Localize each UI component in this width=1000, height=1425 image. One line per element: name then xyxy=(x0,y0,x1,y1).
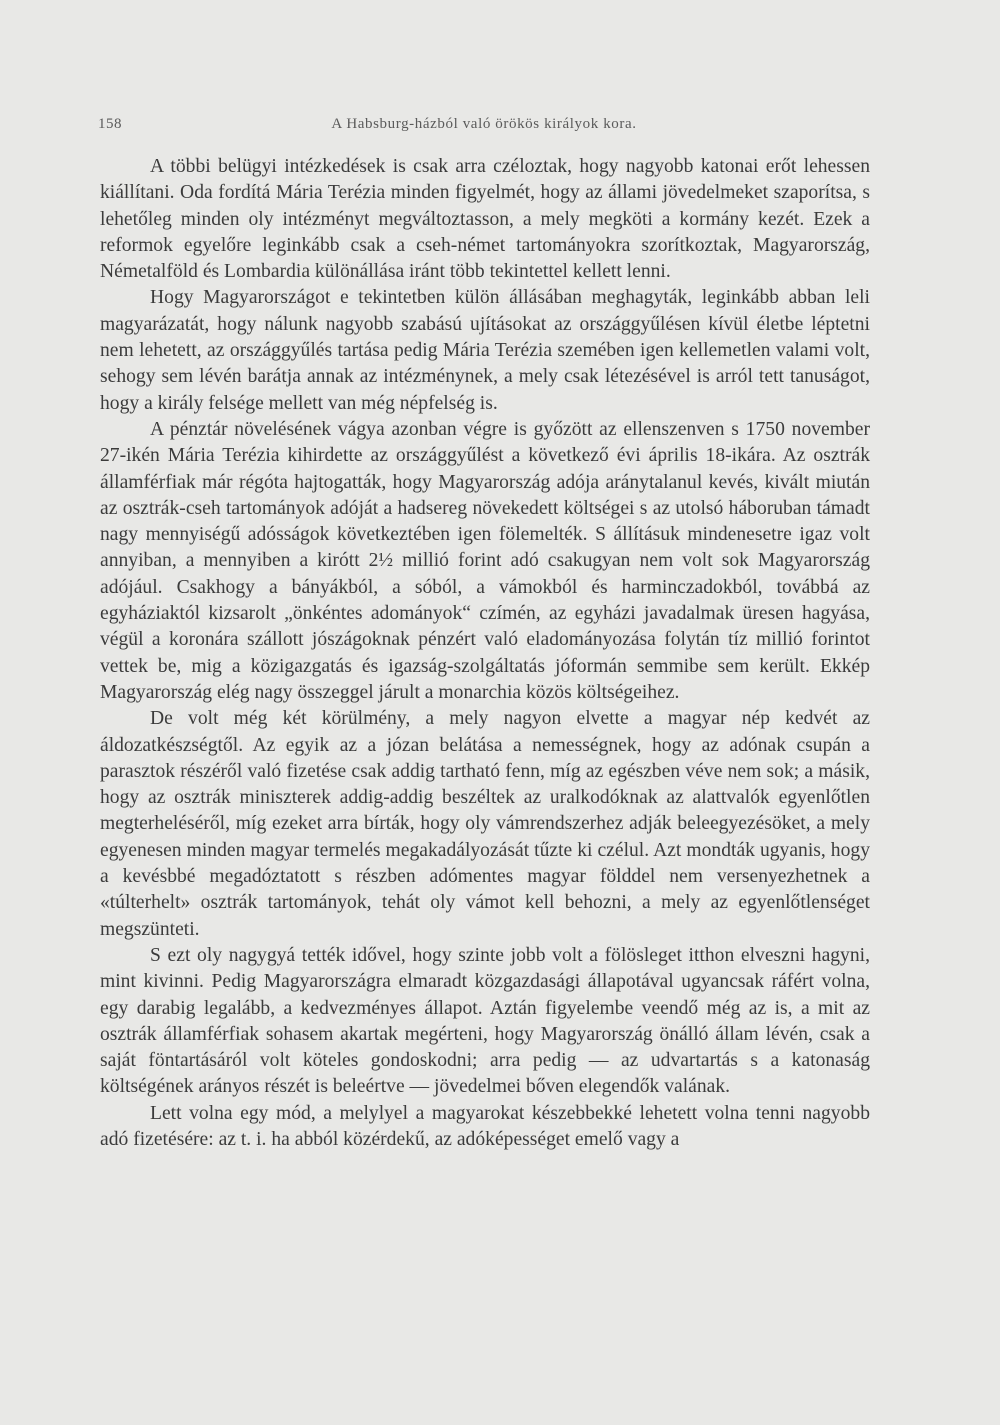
running-title: A Habsburg-házból való örökös királyok kora. xyxy=(331,116,637,132)
page-number: 158 xyxy=(98,116,122,132)
paragraph-4: De volt még két körülmény, a mely nagyon elvette a magyar nép kedvét az áldozatkészségtől. Az egyik az a józan belátása a nemességnek, hogy az adónak csupán a parasztok részéről való fizetése csak addig tartható fenn, míg az egészben véve nem sok; a másik, hogy az osztrák miniszterek addig-addig beszéltek az uralkodóknak az alattvalók egyenlőtlen megterheléséről, míg ezeket arra bírták, hogy oly vámrendszerhez adják beleegyezésöket, a mely egyenesen minden magyar termelés megakadályozását tűzte ki czélul. Azt mondták ugyanis, hogy a kevésbbé megadóztatott s részben adómentes magyar földdel nem versenyezhetnek a «túlterhelt» osztrák tartományok, tehát oly vámot kell behozni, a mely az egyenlőtlenséget megszünteti. xyxy=(100,708,870,940)
paragraph-6: Lett volna egy mód, a melylyel a magyarokat készebbekké lehetett volna tenni nagyobb adó fizetésére: az t. i. ha abból közérdekű, az adóképességet emelő vagy a xyxy=(100,1102,870,1150)
paragraph-5: S ezt oly nagygyá tették idővel, hogy szinte jobb volt a fölösleget itthon elveszni hagyni, mint kivinni. Pedig Magyarországra elmaradt közgazdasági állapotával ugyancsak ráfért volna, egy darabig legalább, a kedvezményes állapot. Aztán figyelembe veendő még az is, a mit az osztrák államférfiak sohasem akartak megérteni, hogy Magyarország önálló állam lévén, csak a saját föntartásáról volt köteles gondoskodni; arra pedig — az udvartartás s a katonaság költségének arányos részét is beleértve — jövedelmei bőven elegendők valának. xyxy=(100,944,870,1098)
paragraph-1: A többi belügyi intézkedések is csak arra czéloztak, hogy nagyobb katonai erőt lehessen kiállítani. Oda fordítá Mária Terézia minden figyelmét, hogy az állami jövedelmeket szaporítsa, s lehetőleg minden oly intézményt megváltoztasson, a mely megköti a kormány kezét. Ezek a reformok egyelőre leginkább csak a cseh-német tartományokra szorítkoztak, Magyarország, Németalföld és Lombardia különállása iránt több tekintettel kellett lenni. xyxy=(100,156,870,283)
paragraph-2: Hogy Magyarországot e tekintetben külön állásában meghagyták, leginkább abban leli magyarázatát, hogy nálunk nagyobb szabású ujításokat az országgyűlésen kívül életbe léptetni nem lehetett, az országgyűlés tartása pedig Mária Terézia szemében igen kellemetlen valami volt, sehogy sem lévén barátja annak az intézménynek, a mely csak létezésével is arról tett tanuságot, hogy a király felsége mellett van még népfelség is. xyxy=(100,287,870,414)
page-header xyxy=(98,116,870,138)
paragraph-3: A pénztár növelésének vágya azonban végre is győzött az ellenszenven s 1750 november 27-ikén Mária Terézia kihirdette az országgyűlést a következő évi április 18-ikára. Az osztrák államférfiak már régóta hajtogatták, hogy Magyarország adója aránytalanul kevés, kivált miután az osztrák-cseh tartományok adóját a hadsereg növekedett költségei s az utolsó háboruban támadt nagy mennyiségű adósságok következtében igen fölemelték. S állításuk mindenesetre igaz volt annyiban, a mennyiben a kirótt 2½ millió forint adó csakugyan nem volt sok Magyarország adójául. Csakhogy a bányákból, a sóból, a vámokból és harminczadokból, továbbá az egyháziaktól kizsarolt „önkéntes adományok“ czímén, az egyházi javadalmak üresen hagyása, végül a koronára szállott jószágoknak pénzért való eladományozása folytán tíz millió forintot vettek be, mig a közigazgatás és igazság-szolgáltatás jóformán semmibe sem került. Ekkép Magyarország elég nagy összeggel járult a monarchia közös költségeihez. xyxy=(100,418,870,703)
body-text xyxy=(100,154,870,1153)
